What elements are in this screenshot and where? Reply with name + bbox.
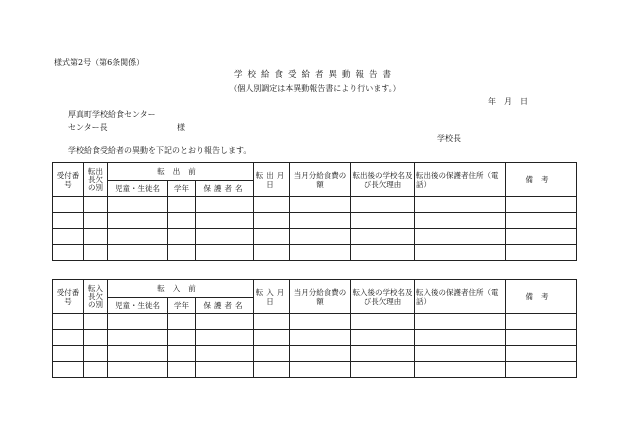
form-number: 様式第2号（第6条関係） [54,58,145,67]
table-row[interactable] [53,330,577,346]
meal-fee-header: 当月分給食費の額 [290,163,351,197]
transfer-date-header: 転入月日 [254,280,290,314]
before-transfer-header: 転入前 [108,280,254,298]
header-row [53,280,577,298]
recipient: 厚真町学校給食センター [68,110,156,119]
document-title: 学校給食受給者異動報告書 [233,70,396,80]
table-row[interactable] [53,197,577,213]
remarks-header: 備考 [506,280,577,314]
recipient-head: センター長 [68,123,108,132]
transfer-date-header: 転出月日 [254,163,290,197]
school-reason-header: 転出後の学校名及び長欠理由 [351,163,415,197]
guardian-name-header: 保護者名 [196,298,254,314]
student-name-header: 児童・生徒名 [108,181,168,197]
header-row [53,163,577,181]
document-subtitle: （個人別調定は本異動報告書により行います。） [229,84,401,93]
school-reason-header: 転入後の学校名及び長欠理由 [351,280,415,314]
reception-number-header: 受付番号 [53,280,84,314]
type-header: 転出長欠の別 [84,163,108,197]
guardian-address-header: 転入後の保護者住所（電話） [415,280,506,314]
date-line: 年 月 日 [488,97,528,106]
type-header: 転入長欠の別 [84,280,108,314]
intro-text: 学校給食受給者の異動を下記のとおり報告します。 [68,146,252,155]
before-transfer-header: 転出前 [108,163,254,181]
grade-header: 学年 [168,298,196,314]
table-row[interactable] [53,245,577,261]
honorific: 様 [177,123,185,132]
grade-header: 学年 [168,181,196,197]
table-row[interactable] [53,213,577,229]
transfer-in-table [52,279,577,378]
meal-fee-header: 当月分給食費の額 [290,280,351,314]
table-row[interactable] [53,314,577,330]
guardian-name-header: 保護者名 [196,181,254,197]
table-row[interactable] [53,362,577,378]
transfer-out-table [52,162,577,261]
table-row[interactable] [53,346,577,362]
table-row[interactable] [53,229,577,245]
guardian-address-header: 転出後の保護者住所（電話） [415,163,506,197]
sender: 学校長 [437,134,461,143]
remarks-header: 備考 [506,163,577,197]
student-name-header: 児童・生徒名 [108,298,168,314]
reception-number-header: 受付番号 [53,163,84,197]
